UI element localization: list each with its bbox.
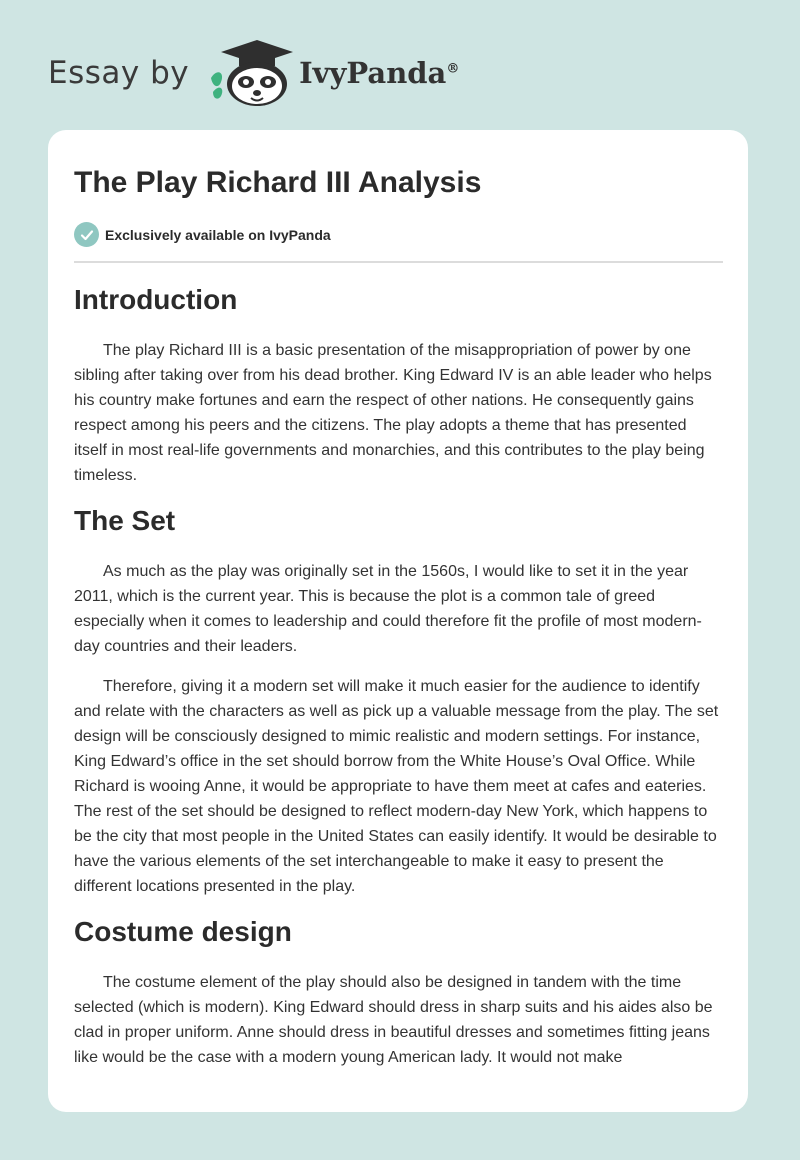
- section-introduction: [74, 282, 723, 488]
- registered-mark: ®: [446, 61, 460, 77]
- brand-name: IvyPanda®: [299, 56, 460, 90]
- exclusive-badge-label: Exclusively available on IvyPanda: [105, 226, 331, 243]
- check-icon: [74, 222, 99, 247]
- divider: [74, 261, 723, 263]
- paragraph: The play Richard III is a basic presentation of the misappropriation of power by one sibling after taking over from his dead brother. King Edward IV is an able leader who helps his country make fortunes and earn the respect of other nations. He consequently gains respect among his peers and the citizens. The play adopts a theme that has presented itself in most real-life governments and monarchies, and this contributes to the play being timeless.: [74, 342, 712, 484]
- essay-card: [48, 130, 748, 1112]
- exclusive-badge: [74, 222, 331, 247]
- section-heading: The Set: [74, 505, 176, 536]
- section-heading: Costume design: [74, 916, 292, 947]
- paragraph: The costume element of the play should also be designed in tandem with the time selected (which is modern). King Edward should dress in sharp suits and his aides also be clad in proper uniform. Anne should dress in beautiful dresses and sometimes fitting jeans like would be the case with a modern young American lady. It would not make: [74, 974, 713, 1066]
- section-heading: Introduction: [74, 284, 238, 315]
- essay-body: [74, 282, 723, 1085]
- section-the-set: [74, 503, 723, 899]
- paragraph: Therefore, giving it a modern set will make it much easier for the audience to identify and relate with the characters as well as pick up a valuable message from the play. The set design will be consciously designed to mimic realistic and modern settings. For instance, King Edward’s office in the set should borrow from the White House’s Oval Office. While Richard is wooing Anne, it would be appropriate to have them meet at cafes and eateries. The rest of the set should be designed to reflect modern-day New York, which happens to be the city that most people in the United States can easily identify. It would be desirable to have the various elements of the set interchangeable to make it easy to present the different locations presented in the play.: [74, 678, 719, 895]
- brand-logo[interactable]: [48, 38, 459, 108]
- paragraph: As much as the play was originally set in the 1560s, I would like to set it in the year 2011, which is the current year. This is because the plot is a common tale of greed especially when it comes to leadership and could therefore fit the profile of most modern-day countries and their leaders.: [74, 563, 702, 655]
- page-title: The Play Richard III Analysis: [74, 166, 482, 199]
- brand-prefix: Essay by: [48, 55, 190, 91]
- panda-graduate-icon: [207, 38, 297, 108]
- section-costume-design: [74, 914, 723, 1070]
